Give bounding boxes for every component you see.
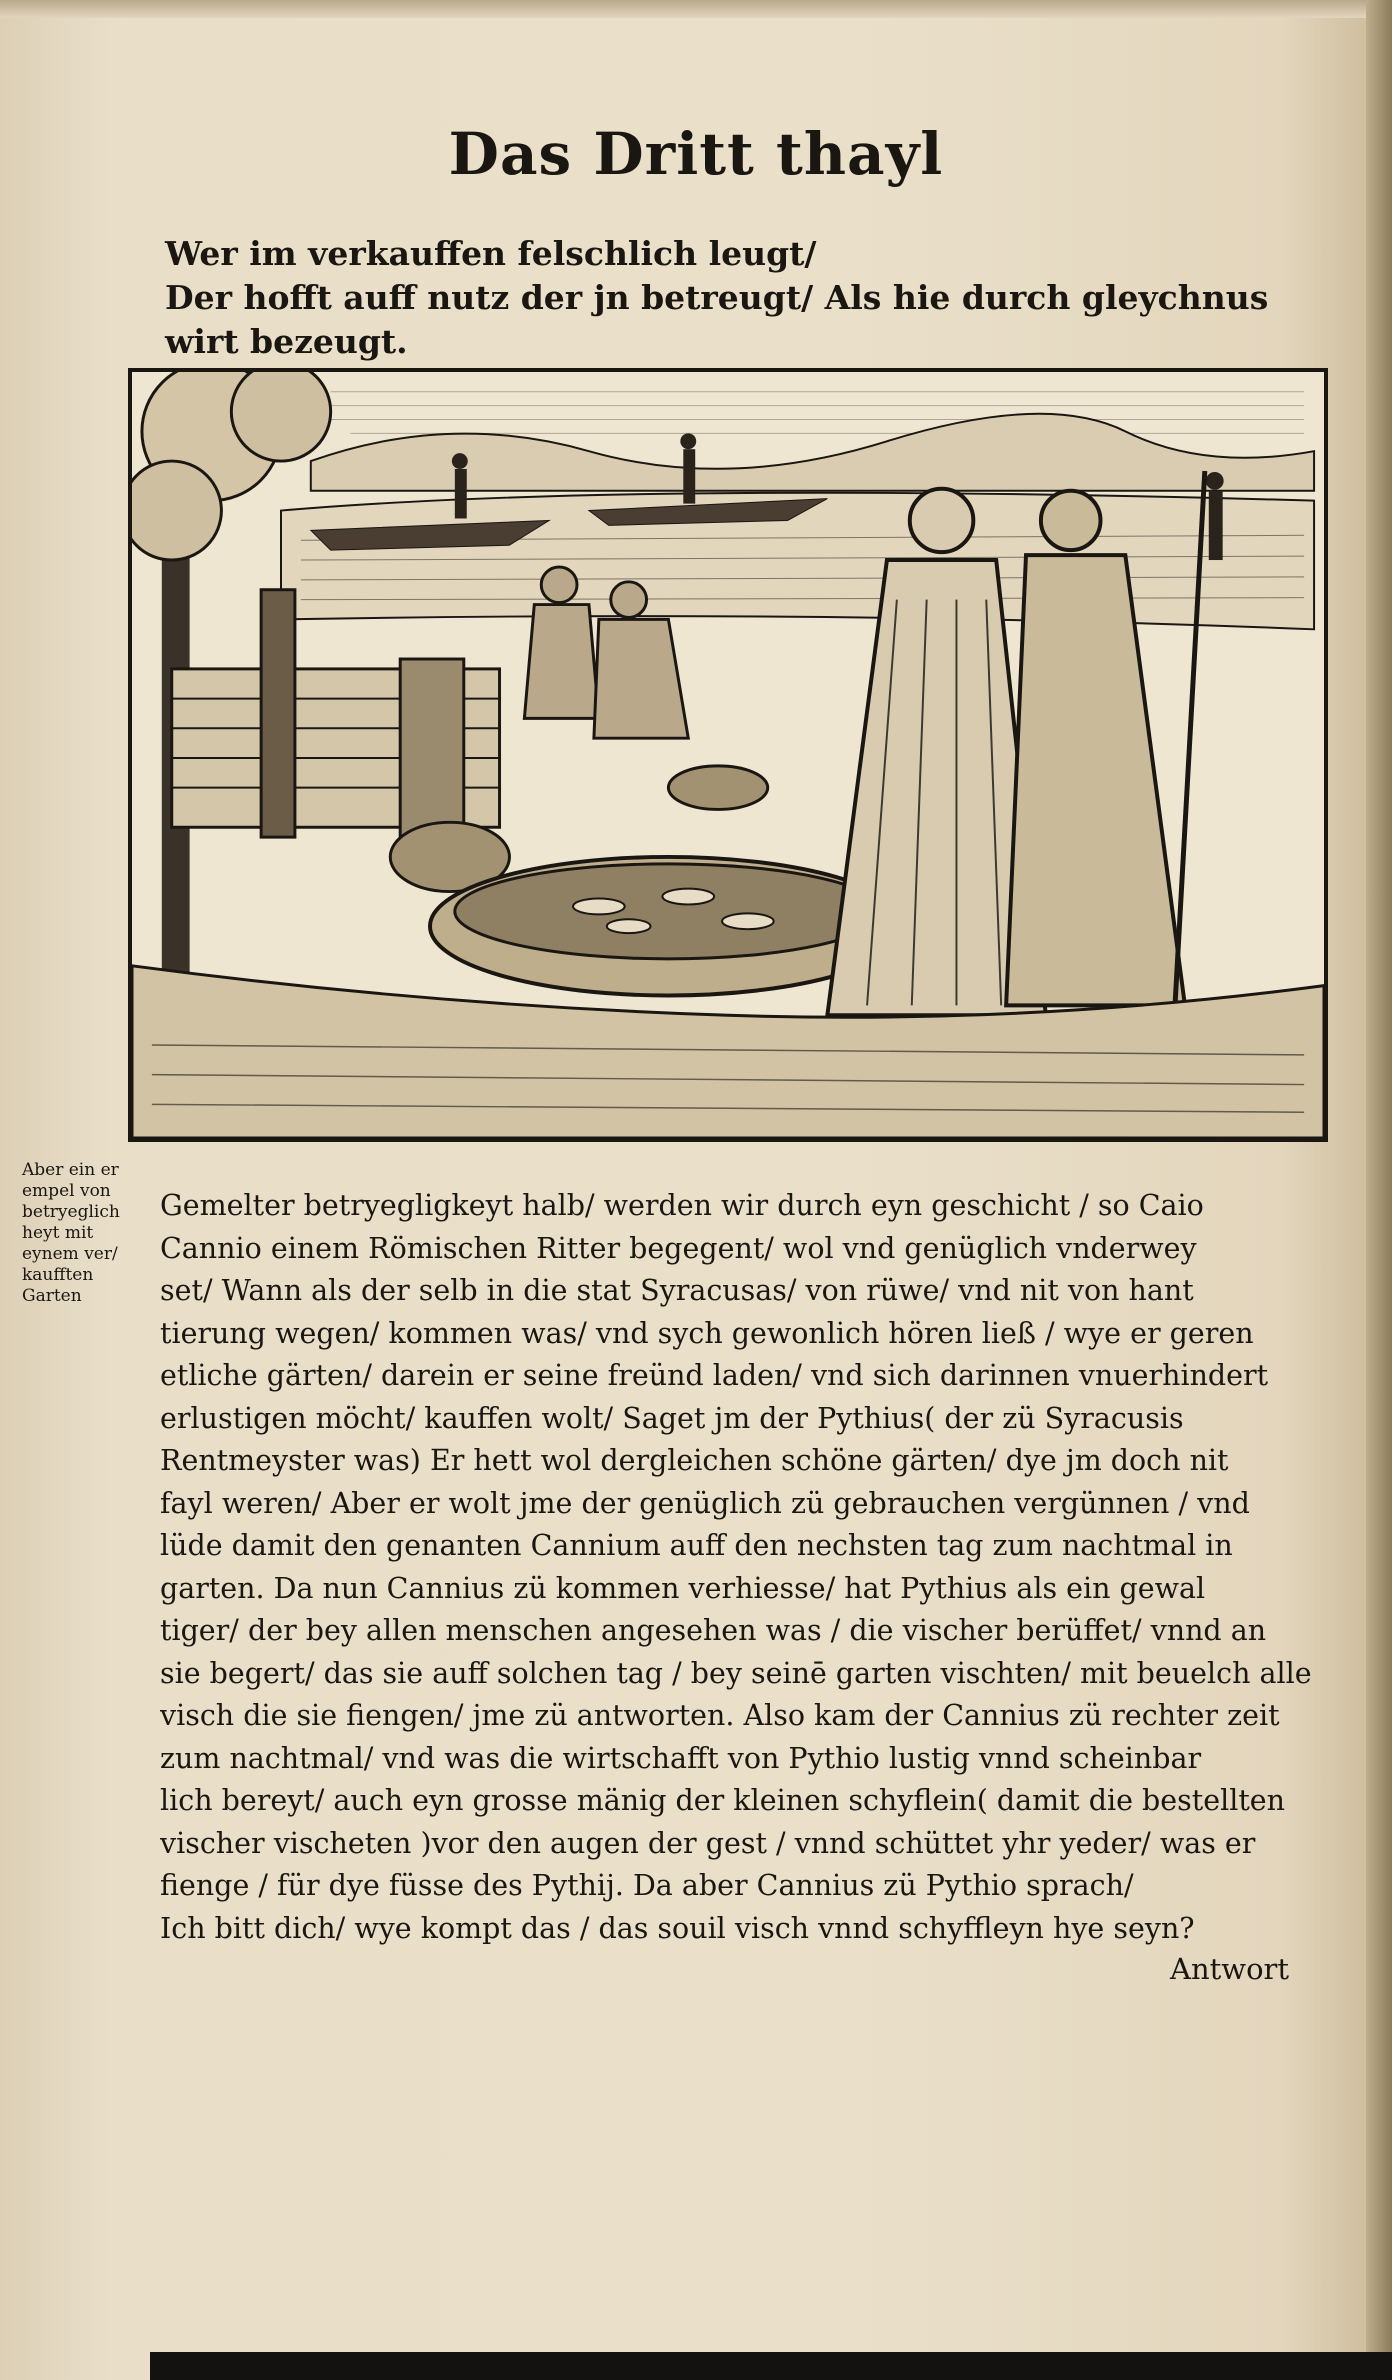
marginal-note-line: eynem ver/ bbox=[22, 1244, 118, 1264]
body-line: tiger/ der bey allen menschen angesehen was / die vischer berüffet/ vnnd an bbox=[160, 1614, 1267, 1647]
body-line: etliche gärten/ darein er seine freünd laden/ vnd sich darinnen vnuerhindert bbox=[160, 1359, 1269, 1392]
body-line: fayl weren/ Aber er wolt jme der genüglich zü gebrauchen vergünnen / vnd bbox=[160, 1486, 1250, 1520]
body-line: zum nachtmal/ vnd was die wirtschafft von Pythio lustig vnnd scheinbar bbox=[160, 1741, 1202, 1775]
marginal-note-line: Aber ein er bbox=[22, 1160, 119, 1180]
body-line: tierung wegen/ kommen was/ vnd sych gewonlich hören ließ / wye er geren bbox=[160, 1316, 1254, 1350]
marginal-note bbox=[22, 1160, 152, 1307]
body-line: Ich bitt dich/ wye kompt das / das souil visch vnnd schyffleyn hye seyn? bbox=[160, 1911, 1195, 1945]
body-line: garten. Da nun Cannius zü kommen verhiesse/ hat Pythius als ein gewal bbox=[160, 1571, 1206, 1605]
body-line: set/ Wann als der selb in die stat Syracusas/ von rüwe/ vnd nit von hant bbox=[160, 1274, 1194, 1307]
marginal-note-line: empel von bbox=[22, 1181, 111, 1201]
body-line: lüde damit den genanten Cannium auff den nechsten tag zum nachtmal in bbox=[160, 1529, 1233, 1562]
catchword: Antwort bbox=[1170, 1952, 1290, 1986]
body-line: Rentmeyster was) Er hett wol dergleichen schöne gärten/ dye jm doch nit bbox=[160, 1444, 1229, 1477]
motto-verse bbox=[165, 232, 1335, 364]
body-line: Gemelter betryegligkeyt halb/ werden wir durch eyn geschicht / so Caio bbox=[160, 1189, 1204, 1222]
body-line: erlustigen möcht/ kauffen wolt/ Saget jm der Pythius( der zü Syracusis bbox=[160, 1401, 1184, 1435]
body-line: visch die sie fiengen/ jme zü antworten. Also kam der Cannius zü rechter zeit bbox=[160, 1699, 1280, 1732]
body-line: lich bereyt/ auch eyn grosse mänig der kleinen schyflein( damit die bestellten bbox=[160, 1784, 1286, 1817]
body-text bbox=[160, 1185, 1332, 1950]
page-bottom-shadow bbox=[150, 2352, 1392, 2380]
body-line: fienge / für dye füsse des Pythij. Da aber Cannius zü Pythio sprach/ bbox=[160, 1869, 1134, 1902]
motto-line: Der hofft auff nutz der jn betreugt/ Als hie durch gleychnus wirt bezeugt. bbox=[165, 278, 1269, 361]
marginal-note-line: betryeglich bbox=[22, 1202, 120, 1222]
body-line: Cannio einem Römischen Ritter begegent/ wol vnd genüglich vnderwey bbox=[160, 1231, 1197, 1265]
running-head: Das Dritt thayl bbox=[448, 120, 944, 188]
marginal-note-line: kaufften bbox=[22, 1265, 94, 1285]
woodcut-illustration bbox=[128, 368, 1328, 1142]
marginal-note-line: Garten bbox=[22, 1286, 82, 1306]
body-line: vischer vischeten )vor den augen der gest / vnnd schüttet yhr yeder/ was er bbox=[160, 1826, 1256, 1860]
page-right-edge bbox=[1366, 0, 1392, 2380]
marginal-note-line: heyt mit bbox=[22, 1223, 94, 1243]
page-top-edge bbox=[0, 0, 1392, 18]
body-line: sie begert/ das sie auff solchen tag / bey seinē garten vischten/ mit beuelch alle bbox=[160, 1656, 1312, 1690]
motto-line: Wer im verkauffen felschlich leugt/ bbox=[165, 234, 817, 273]
woodcut-image bbox=[132, 372, 1324, 1138]
